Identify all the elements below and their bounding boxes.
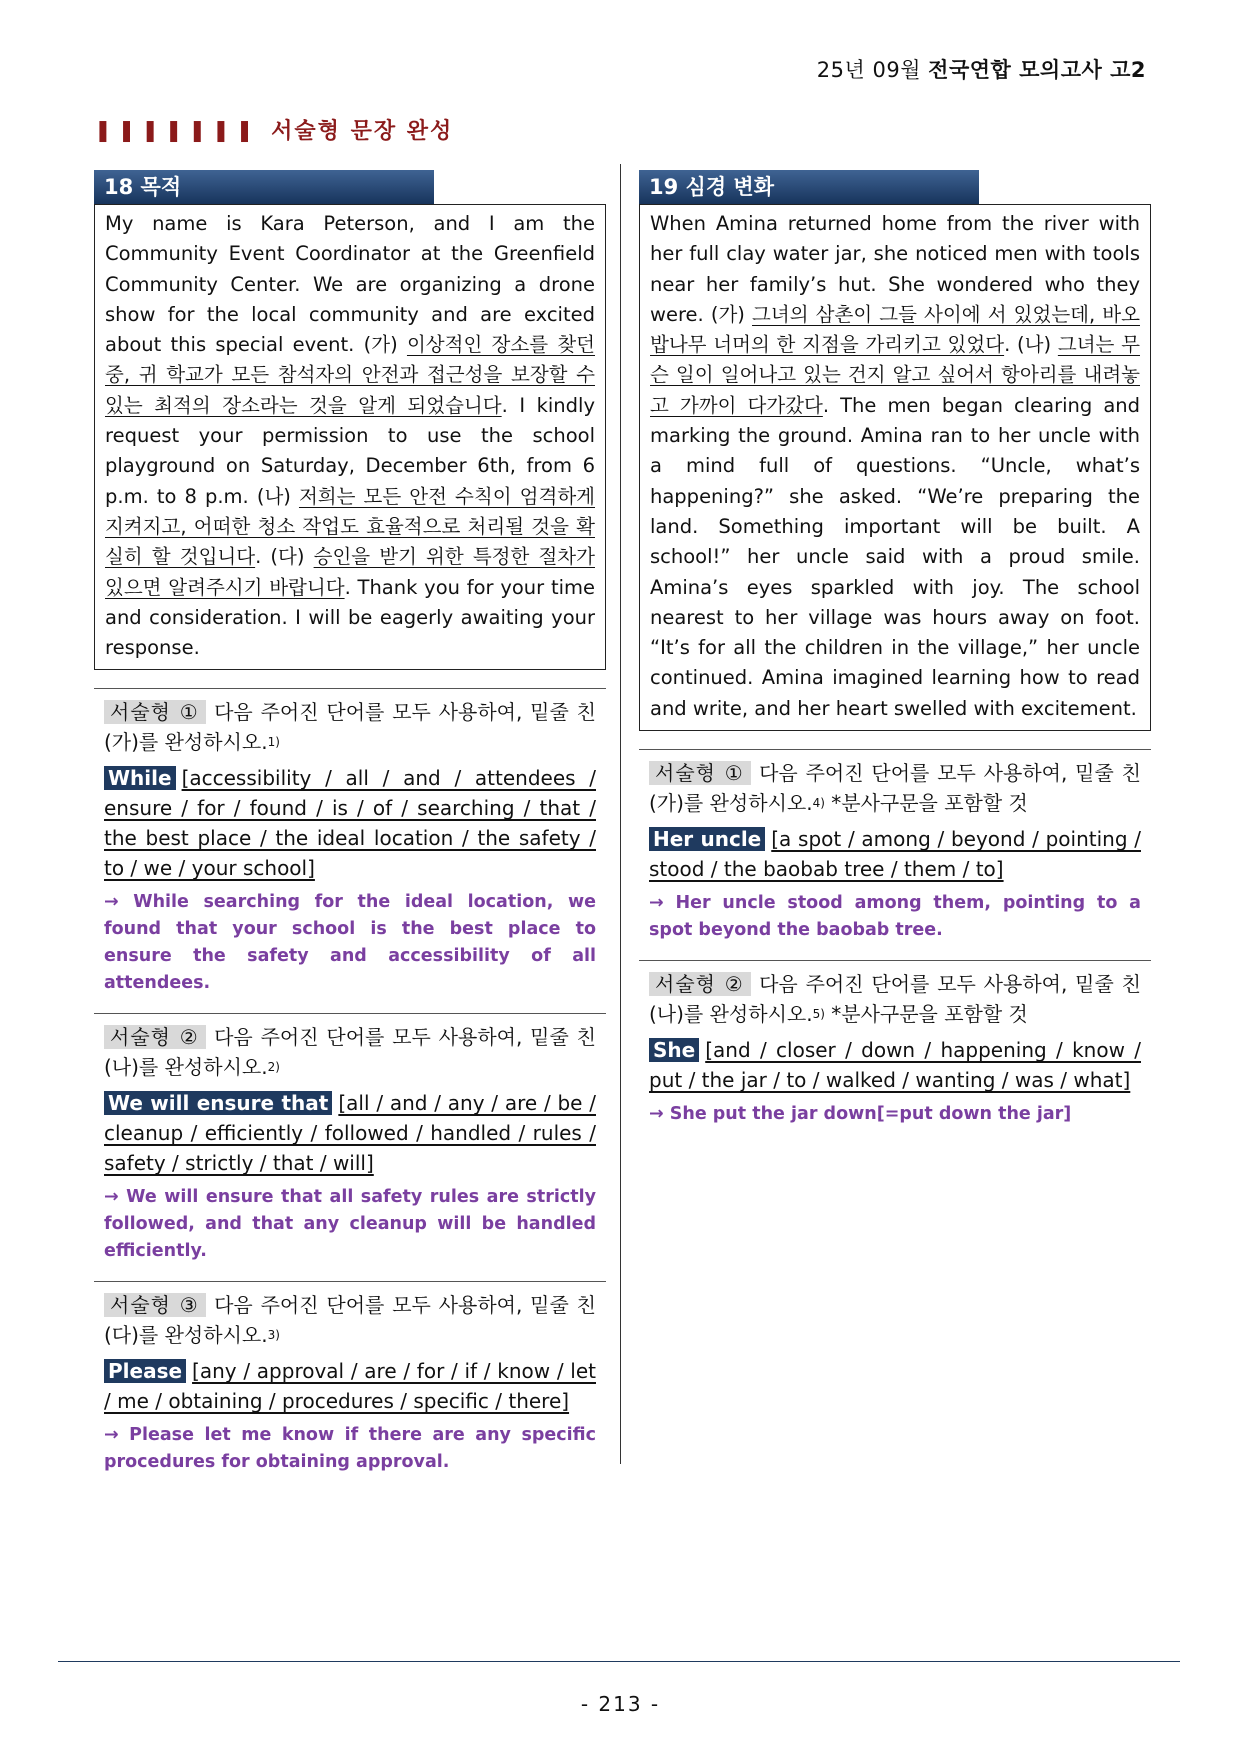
starter-word: While bbox=[104, 766, 176, 790]
word-bank bbox=[104, 1088, 596, 1178]
question-tab: 18 목적 bbox=[94, 170, 434, 204]
answer: → Her uncle stood among them, pointing to a spot beyond the baobab tree. bbox=[649, 893, 1141, 941]
question-text: 다음 주어진 단어를 모두 사용하여, 밑줄 친 (나)를 완성하시오. bbox=[104, 1025, 596, 1080]
word-list: [accessibility / all / and / attendees / ensure / for / found / is / of / searching / that / the best place / the ideal location / the safety / to / we / your school] bbox=[104, 766, 596, 881]
underlined-na: 저희는 모든 안전 수칙이 엄격하게 지켜지고, 어떠한 청소 작업도 효율적으로 처리될 것을 확실히 할 것입니다 bbox=[105, 484, 595, 569]
page-header bbox=[817, 54, 1146, 84]
writing-question bbox=[639, 749, 1151, 944]
question-text: 다음 주어진 단어를 모두 사용하여, 밑줄 친 (나)를 완성하시오. bbox=[649, 972, 1141, 1027]
answer: → Please let me know if there are any specific procedures for obtaining approval. bbox=[104, 1425, 596, 1473]
writing-question bbox=[639, 960, 1151, 1128]
footer-rule bbox=[58, 1661, 1180, 1662]
starter-word: Her uncle bbox=[649, 827, 765, 851]
passage-text: . I kindly request your permission to use the school playground on Saturday, December 6th, from 6 p.m. to 8 p.m. (나) bbox=[105, 393, 595, 508]
writing-question bbox=[94, 688, 606, 997]
underlined-ga: 그녀의 삼촌이 그들 사이에 서 있었는데, 바오밥나무 너머의 한 지점을 가리키고 있었다 bbox=[650, 302, 1140, 357]
question-tab: 19 심경 변화 bbox=[639, 170, 979, 204]
question-label: 서술형 ① bbox=[104, 700, 206, 724]
word-bank bbox=[104, 1356, 596, 1416]
passage-text: . (나) bbox=[1004, 333, 1058, 357]
passage-box bbox=[639, 204, 1151, 731]
question-text: 다음 주어진 단어를 모두 사용하여, 밑줄 친 (가)를 완성하시오. bbox=[104, 700, 596, 755]
underlined-da: 승인을 받기 위한 특정한 절차가 있으면 알려주시기 바랍니다 bbox=[105, 545, 595, 599]
underlined-ga: 이상적인 장소를 찾던 중, 귀 학교가 모든 참석자의 안전과 접근성을 보장할 수 있는 최적의 장소라는 것을 알게 되었습니다 bbox=[105, 333, 595, 417]
question-condition: *분사구문을 포함할 것 bbox=[824, 791, 1028, 816]
writing-question bbox=[94, 1013, 606, 1265]
answer: → While searching for the ideal location, we found that your school is the best place to ensure the safety and accessibility of all attendees. bbox=[104, 892, 596, 994]
word-list: [a spot / among / beyond / pointing / stood / the baobab tree / them / to] bbox=[649, 827, 1141, 882]
footnote-ref: 4) bbox=[812, 796, 825, 811]
footnote-ref: 3) bbox=[267, 1328, 280, 1343]
question-prompt bbox=[104, 697, 596, 757]
question-label: 서술형 ① bbox=[649, 761, 751, 785]
section-bars: ❚❚❚❚❚❚❚ bbox=[94, 117, 260, 142]
footnote-ref: 1) bbox=[267, 735, 280, 750]
page-number: - 213 - bbox=[580, 1692, 661, 1716]
left-column bbox=[94, 170, 606, 1476]
right-column bbox=[639, 170, 1151, 1128]
passage-box bbox=[94, 204, 606, 670]
starter-word: Please bbox=[104, 1359, 186, 1383]
answer: → We will ensure that all safety rules are strictly followed, and that any cleanup will be handled efficiently. bbox=[104, 1187, 596, 1262]
header-prefix: 25년 09월 bbox=[816, 58, 929, 82]
word-bank bbox=[649, 1035, 1141, 1095]
question-text: 다음 주어진 단어를 모두 사용하여, 밑줄 친 (가)를 완성하시오. bbox=[649, 761, 1141, 816]
question-label: 서술형 ② bbox=[104, 1025, 206, 1049]
word-bank bbox=[649, 824, 1141, 884]
footnote-ref: 5) bbox=[812, 1007, 825, 1022]
section-title: 서술형 문장 완성 bbox=[271, 119, 454, 144]
writing-question bbox=[94, 1281, 606, 1476]
word-list: [and / closer / down / happening / know / put / the jar / to / walked / wanting / was / what] bbox=[649, 1038, 1141, 1093]
word-bank bbox=[104, 763, 596, 883]
starter-word: We will ensure that bbox=[104, 1091, 332, 1115]
answer: → She put the jar down[=put down the jar] bbox=[649, 1104, 1072, 1125]
word-list: [all / and / any / are / be / cleanup / efficiently / followed / handled / rules / safety / strictly / that / will] bbox=[104, 1091, 596, 1176]
passage-text: . (다) bbox=[255, 545, 314, 569]
passage-text: . The men began clearing and marking the ground. Amina ran to her uncle with a mind full of questions. “Uncle, what’s happening?” she asked. “We’re preparing the land. Something important will be built. A school!” her uncle said with a proud smile. Amina’s eyes sparkled with joy. The school nearest to her village was hours away on foot. “It’s for all the children in the village,” her uncle continued. Amina imagined learning how to read and write, and her heart swelled with excitement. bbox=[650, 393, 1140, 720]
footnote-ref: 2) bbox=[267, 1060, 280, 1075]
passage-text: . Thank you for your time and consideration. I will be eagerly awaiting your response. bbox=[105, 575, 595, 660]
underlined-na: 그녀는 무슨 일이 일어나고 있는 건지 알고 싶어서 항아리를 내려놓고 가까이 다가갔다 bbox=[650, 333, 1140, 417]
section-heading bbox=[94, 114, 453, 145]
question-condition: *분사구문을 포함할 것 bbox=[824, 1002, 1028, 1027]
header-exam-name: 전국연합 모의고사 bbox=[928, 58, 1103, 82]
question-prompt bbox=[104, 1022, 596, 1082]
column-divider bbox=[620, 164, 621, 1464]
question-label: 서술형 ② bbox=[649, 972, 751, 996]
question-text: 다음 주어진 단어를 모두 사용하여, 밑줄 친 (다)를 완성하시오. bbox=[104, 1293, 596, 1348]
word-list: [any / approval / are / for / if / know / let / me / obtaining / procedures / specific / there] bbox=[104, 1359, 596, 1414]
passage-text: When Amina returned home from the river with her full clay water jar, she noticed men with tools near her family’s hut. She wondered who they were. (가) bbox=[650, 212, 1140, 326]
question-prompt bbox=[649, 969, 1141, 1029]
question-prompt bbox=[104, 1290, 596, 1350]
passage-text: My name is Kara Peterson, and I am the Community Event Coordinator at the Greenfield Community Center. We are organizing a drone show for the local community and are excited about this special event. (가) bbox=[105, 212, 595, 357]
header-grade: 고2 bbox=[1102, 58, 1146, 82]
question-label: 서술형 ③ bbox=[104, 1293, 206, 1317]
starter-word: She bbox=[649, 1038, 699, 1062]
question-prompt bbox=[649, 758, 1141, 818]
